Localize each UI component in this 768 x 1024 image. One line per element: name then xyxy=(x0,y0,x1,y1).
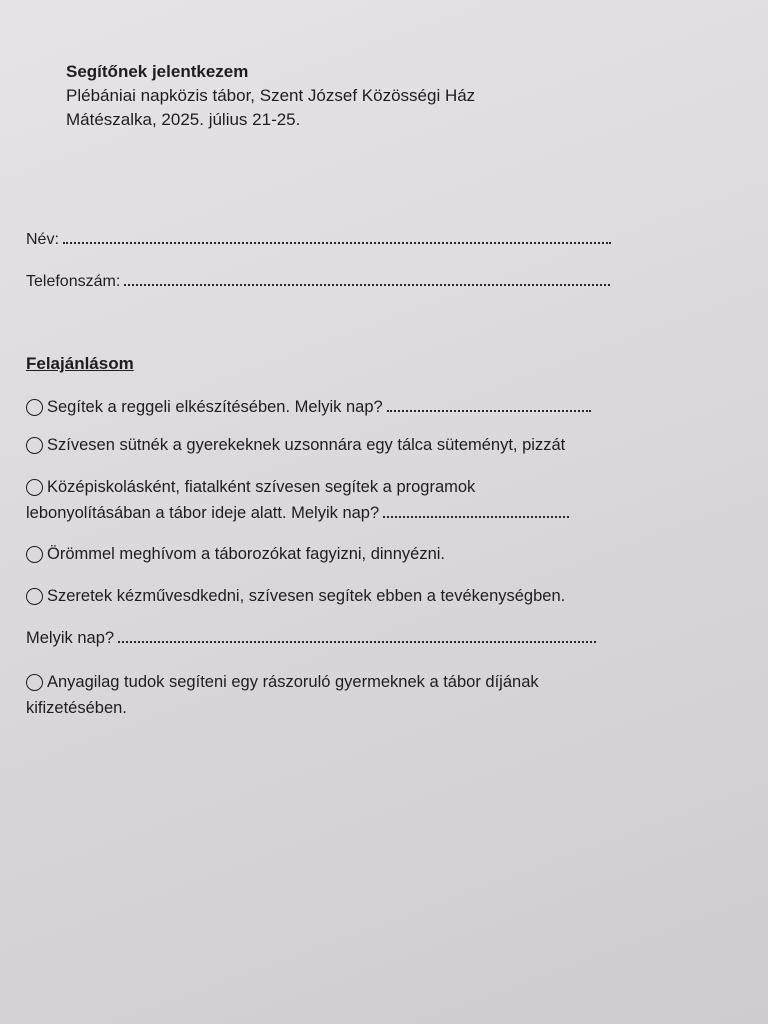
checkbox-circle-icon[interactable] xyxy=(26,588,43,605)
offer-option-financial-support[interactable] xyxy=(26,669,539,721)
offer-section-title: Felajánlásom xyxy=(26,354,134,373)
event-date-location: Mátészalka, 2025. július 21-25. xyxy=(66,110,301,129)
name-blank-line[interactable] xyxy=(63,241,611,244)
checkbox-circle-icon[interactable] xyxy=(26,479,43,496)
offer-option-baking[interactable] xyxy=(26,432,565,458)
checkbox-circle-icon[interactable] xyxy=(26,674,43,691)
crafts-day-field[interactable] xyxy=(26,625,596,651)
phone-field[interactable] xyxy=(26,273,610,291)
option-text-line2: lebonyolításában a tábor ideje alatt. Melyik nap? xyxy=(26,504,380,522)
offer-option-breakfast[interactable] xyxy=(26,394,591,420)
form-title: Segítőnek jelentkezem xyxy=(66,62,249,81)
name-label: Név: xyxy=(26,231,59,248)
option-text: Segítek a reggeli elkészítésében. Melyik nap? xyxy=(47,398,383,416)
checkbox-circle-icon[interactable] xyxy=(26,546,43,563)
option-text-line2: kifizetésében. xyxy=(26,699,127,717)
option-text: Szeretek kézművesdkedni, szívesen segítek ebben a tevékenységben. xyxy=(47,587,566,605)
option-text-line1: Anyagilag tudok segíteni egy rászoruló gyermeknek a tábor díjának xyxy=(47,673,539,691)
event-description: Plébániai napközis tábor, Szent József Közösségi Ház xyxy=(66,86,476,105)
phone-blank-line[interactable] xyxy=(124,283,610,286)
form-header xyxy=(66,60,475,132)
offer-option-ice-cream[interactable] xyxy=(26,541,445,567)
checkbox-circle-icon[interactable] xyxy=(26,399,43,416)
option-text: Örömmel meghívom a táborozókat fagyizni, dinnyézni. xyxy=(47,545,446,563)
day-blank-line[interactable] xyxy=(387,409,591,412)
offer-option-youth-helper[interactable] xyxy=(26,474,569,526)
name-field[interactable] xyxy=(26,231,611,249)
checkbox-circle-icon[interactable] xyxy=(26,437,43,454)
day-blank-line[interactable] xyxy=(383,515,569,518)
crafts-day-label: Melyik nap? xyxy=(26,629,115,647)
option-text-line1: Középiskolásként, fiatalként szívesen segítek a programok xyxy=(47,478,476,496)
phone-label: Telefonszám: xyxy=(26,273,121,290)
offer-option-crafts[interactable] xyxy=(26,583,565,609)
day-blank-line[interactable] xyxy=(118,640,596,643)
option-text: Szívesen sütnék a gyerekeknek uzsonnára egy tálca süteményt, pizzát xyxy=(47,436,566,454)
